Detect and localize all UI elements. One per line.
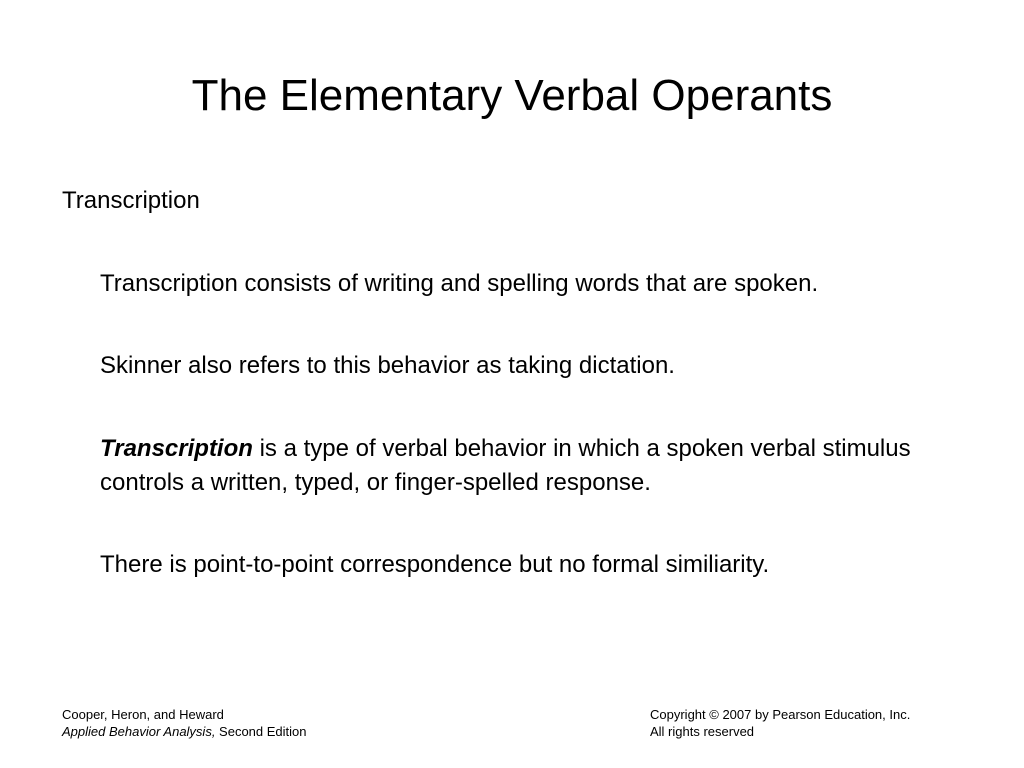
footer-book-line <box>62 723 307 740</box>
footer-copyright-block <box>650 706 910 740</box>
footer-edition: Second Edition <box>215 724 307 739</box>
footer-book-title: Applied Behavior Analysis, <box>62 724 216 739</box>
slide-title: The Elementary Verbal Operants <box>191 71 833 120</box>
footer-authors: Cooper, Heron, and Heward <box>62 707 224 722</box>
footer-citation <box>62 706 307 740</box>
paragraph-verbal-behavior <box>100 432 980 500</box>
paragraph-verbal-behavior-text: is a type of verbal behavior in which a spoken verbal stimulus controls a written, typed, or finger-spelled response. <box>100 435 911 496</box>
footer-copyright: Copyright © 2007 by Pearson Education, Inc. <box>650 707 911 722</box>
paragraph-correspondence: There is point-to-point correspondence but no formal similiarity. <box>100 551 770 578</box>
footer-rights: All rights reserved <box>650 724 755 739</box>
term-transcription: Transcription <box>100 435 253 462</box>
paragraph-definition: Transcription consists of writing and spelling words that are spoken. <box>100 270 819 297</box>
paragraph-dictation: Skinner also refers to this behavior as taking dictation. <box>100 352 675 379</box>
section-heading: Transcription <box>62 187 200 214</box>
